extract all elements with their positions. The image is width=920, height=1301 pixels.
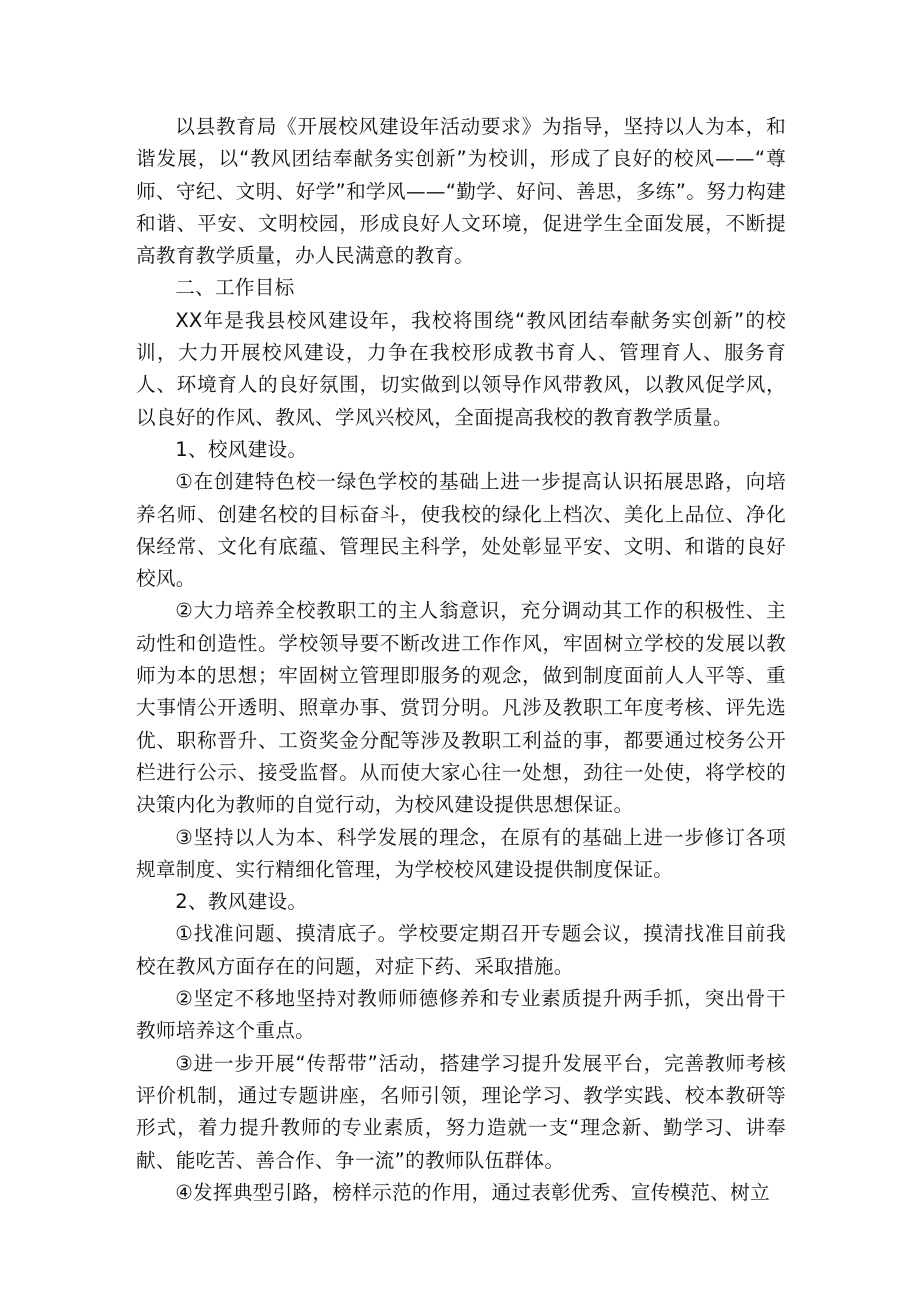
paragraph-guiding-ideology: 以县教育局《开展校风建设年活动要求》为指导，坚持以人为本，和谐发展，以“教风团结奉献务实创新”为校训，形成了良好的校风——“尊师、守纪、文明、好学”和学风——“勤学、好问、善思，多练”。努力构建和谐、平安、文明校园，形成良好人文环境，促进学生全面发展，不断提高教育教学质量，办人民满意的教育。 [136,115,786,268]
subheading-teaching-style: 2、教风建设。 [175,890,308,914]
subheading-school-style: 1、校风建设。 [175,437,308,461]
section-heading-work-goals: 二、工作目标 [175,276,295,300]
list-item-teaching-style-2: ②坚定不移地坚持对教师师德修养和专业素质提升两手抓，突出骨干教师培养这个重点。 [136,987,786,1043]
list-item-school-style-2: ②大力培养全校教职工的主人翁意识，充分调动其工作的积极性、主动性和创造性。学校领导要不断改进工作作风，牢固树立学校的发展以教师为本的思想；牢固树立管理即服务的观念，做到制度面前人人平等、重大事情公开透明、照章办事、赏罚分明。凡涉及教职工年度考核、评先选优、职称晋升、工资奖金分配等涉及教职工利益的事，都要通过校务公开栏进行公示、接受监督。从而使大家心往一处想，劲往一处使，将学校的决策内化为教师的自觉行动，为校风建设提供思想保证。 [136,599,786,817]
list-item-teaching-style-4: ④发挥典型引路，榜样示范的作用，通过表彰优秀、宣传模范、树立 [175,1180,770,1204]
list-item-teaching-style-1: ①找准问题、摸清底子。学校要定期召开专题会议，摸清找准目前我校在教风方面存在的问题，对症下药、采取措施。 [136,922,786,978]
paragraph-work-goals: XX年是我县校风建设年，我校将围绕“教风团结奉献务实创新”的校训，大力开展校风建设，力争在我校形成教书育人、管理育人、服务育人、环境育人的良好氛围，切实做到以领导作风带教风，以教风促学风，以良好的作风、教风、学风兴校风，全面提高我校的教育教学质量。 [136,308,786,429]
document-body [136,111,786,1209]
list-item-school-style-1: ①在创建特色校一绿色学校的基础上进一步提高认识拓展思路，向培养名师、创建名校的目标奋斗，使我校的绿化上档次、美化上品位、净化保经常、文化有底蕴、管理民主科学，处处彰显平安、文明、和谐的良好校风。 [136,470,786,591]
list-item-teaching-style-3: ③进一步开展“传帮带”活动，搭建学习提升发展平台，完善教师考核评价机制，通过专题讲座，名师引领，理论学习、教学实践、校本教研等形式，着力提升教师的专业素质，努力造就一支“理念新、勤学习、讲奉献、能吃苦、善合作、争一流”的教师队伍群体。 [136,1051,786,1172]
list-item-school-style-3: ③坚持以人为本、科学发展的理念，在原有的基础上进一步修订各项规章制度、实行精细化管理，为学校校风建设提供制度保证。 [136,825,786,881]
